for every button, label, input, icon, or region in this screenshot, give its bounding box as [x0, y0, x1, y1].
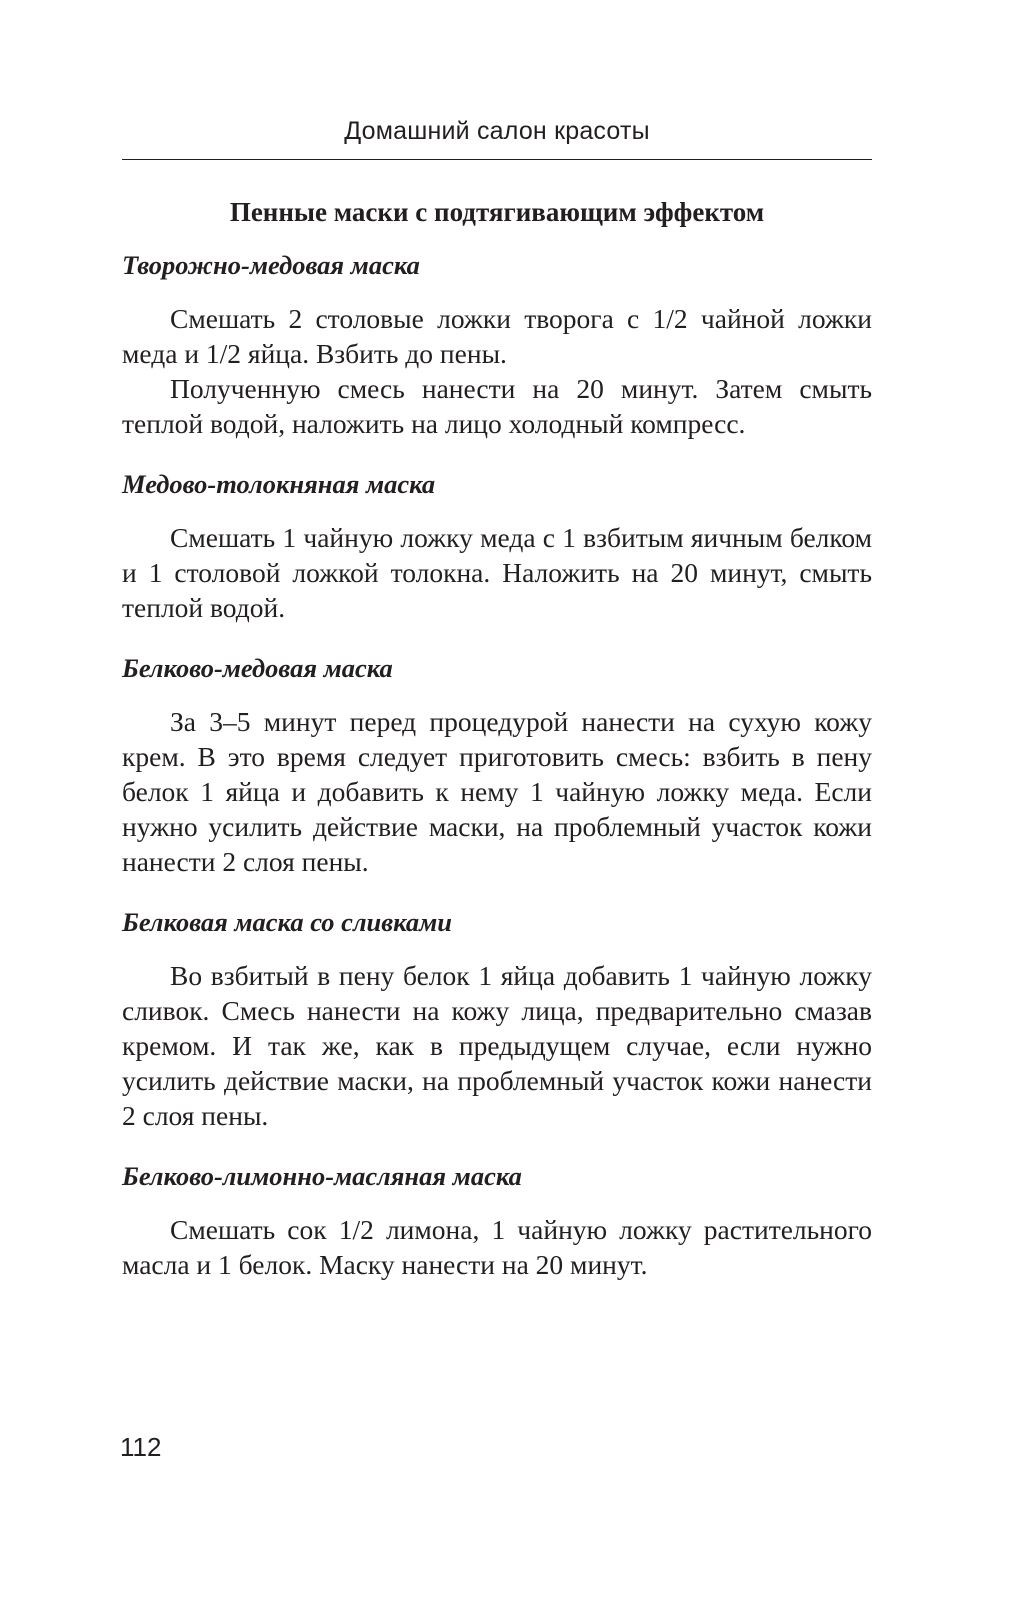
recipe-belkovo-limonno-maslyanaya	[122, 1157, 872, 1282]
recipe-paragraph: Смешать сок 1/2 лимона, 1 чайную ложку растительного масла и 1 белок. Маску нанести на 20 минут.	[122, 1214, 872, 1280]
recipe-paragraph: Смешать 2 столовые ложки творога с 1/2 чайной ложки меда и 1/2 яйца. Взбить до пены.	[122, 303, 872, 369]
recipe-title: Белковая маска со сливками	[122, 907, 453, 937]
recipe-paragraph: Полученную смесь нанести на 20 минут. Затем смыть теплой водой, наложить на лицо холодный компресс.	[122, 373, 872, 439]
recipe-belkovaya-so-slivkami	[122, 903, 872, 1133]
header-divider	[122, 159, 872, 160]
recipe-medovo-toloknyanaya	[122, 465, 872, 625]
recipe-paragraph: Смешать 1 чайную ложку меда с 1 взбитым яичным белком и 1 столовой ложкой толокна. Наложить на 20 минут, смыть теплой водой.	[122, 522, 872, 623]
recipe-tvorozhno-medovaya	[122, 246, 872, 441]
recipe-paragraph: За 3–5 минут перед процедурой нанести на сухую кожу крем. В это время следует приготовить смесь: взбить в пену белок 1 яйца и добавить к нему 1 чайную ложку меда. Если нужно усилить действие маски, на проблемный участок кожи нанести 2 слоя пены.	[122, 706, 872, 877]
page-number: 112	[120, 1432, 162, 1462]
recipe-title: Белково-медовая маска	[122, 653, 393, 683]
recipe-belkovo-medovaya	[122, 649, 872, 879]
recipe-title: Белково-лимонно-масляная маска	[122, 1161, 522, 1191]
recipe-paragraph: Во взбитый в пену белок 1 яйца добавить 1 чайную ложку сливок. Смесь нанести на кожу лица, предварительно смазав кремом. И так же, как в предыдущем случае, если нужно усилить действие маски, на проблемный участок кожи нанести 2 слоя пены.	[122, 960, 872, 1131]
recipe-title: Творожно-медовая маска	[122, 250, 420, 280]
page-content	[122, 192, 872, 1306]
running-head: Домашний салон красоты	[344, 117, 650, 145]
section-title: Пенные маски с подтягивающим эффектом	[229, 197, 765, 227]
recipe-title: Медово-толокняная маска	[122, 469, 436, 499]
